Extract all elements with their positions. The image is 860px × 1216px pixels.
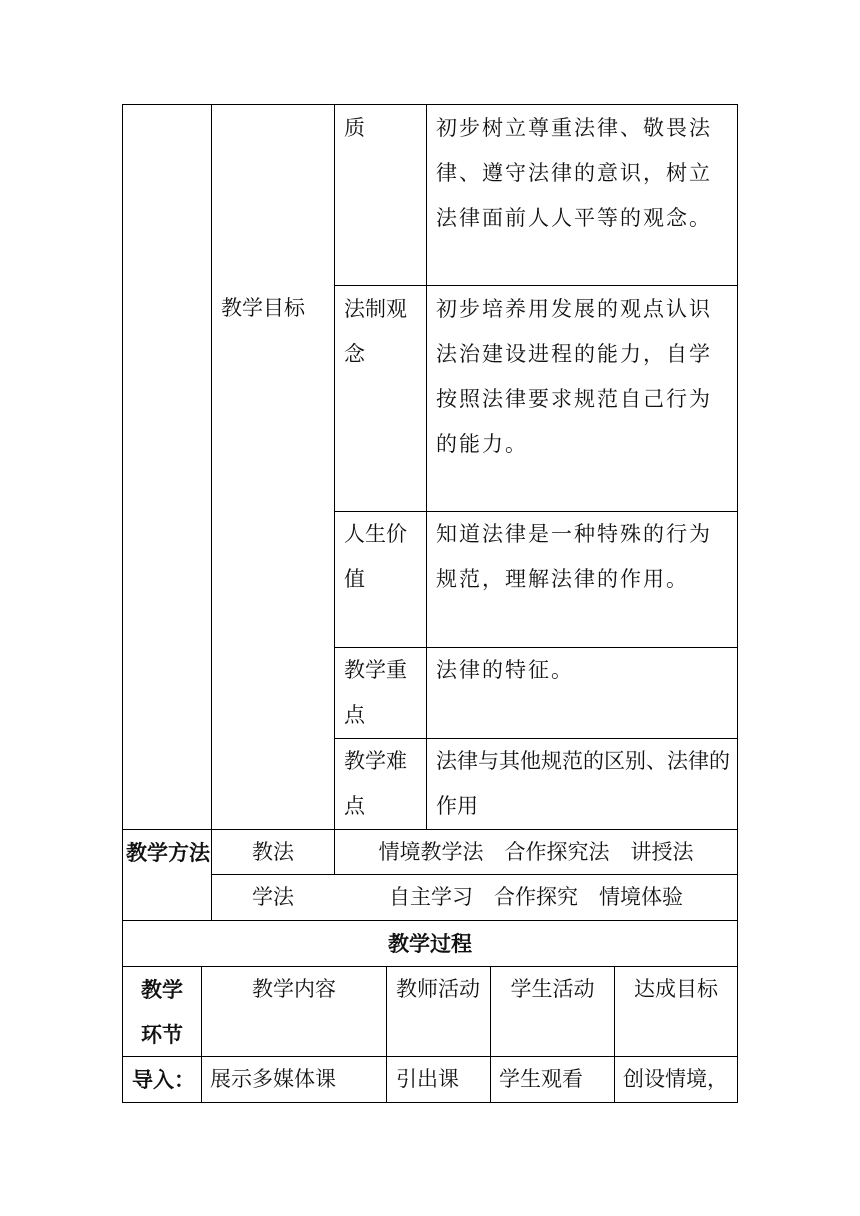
header-student-activity: 学生活动 [510, 977, 595, 1001]
row-goal: 创设情境， [623, 1067, 728, 1091]
header-stage: 教学环节 [141, 977, 183, 1047]
goal-text-life-value: 知道法律是一种特殊的行为规范，理解法律的作用。 [436, 522, 712, 591]
goal-name-difficulty: 教学难点 [344, 749, 407, 818]
row-student-activity: 学生观看 [499, 1067, 583, 1091]
process-title: 教学过程 [388, 931, 472, 956]
header-teacher-activity: 教师活动 [396, 977, 480, 1001]
goal-name-life-value: 人生价值 [344, 522, 407, 591]
goals-label: 教学目标 [221, 296, 305, 320]
header-goal: 达成目标 [634, 977, 718, 1001]
row-stage: 导入： [132, 1067, 195, 1092]
teach-method-value: 情境教学法 合作探究法 讲授法 [378, 840, 694, 864]
row-teacher-activity: 引出课 [396, 1067, 459, 1091]
goal-name-quality: 质 [344, 116, 365, 140]
goal-text-quality: 初步树立尊重法律、敬畏法律、遵守法律的意识，树立法律面前人人平等的观念。 [436, 116, 712, 230]
goal-text-key-point: 法律的特征。 [436, 658, 574, 682]
learn-method-label: 学法 [252, 885, 294, 909]
goal-text-legal-concept: 初步培养用发展的观点认识法治建设进程的能力，自学按照法律要求规范自己行为的能力。 [436, 297, 712, 456]
goal-name-legal-concept: 法制观念 [344, 297, 407, 366]
header-content: 教学内容 [252, 977, 336, 1001]
teach-method-label: 教法 [252, 840, 294, 864]
methods-label: 教学方法 [126, 840, 210, 865]
learn-method-value: 自主学习 合作探究 情境体验 [389, 885, 683, 909]
goal-name-key-point: 教学重点 [344, 658, 407, 727]
row-content: 展示多媒体课 [210, 1067, 336, 1091]
goal-text-difficulty: 法律与其他规范的区别、法律的作用 [436, 749, 730, 818]
